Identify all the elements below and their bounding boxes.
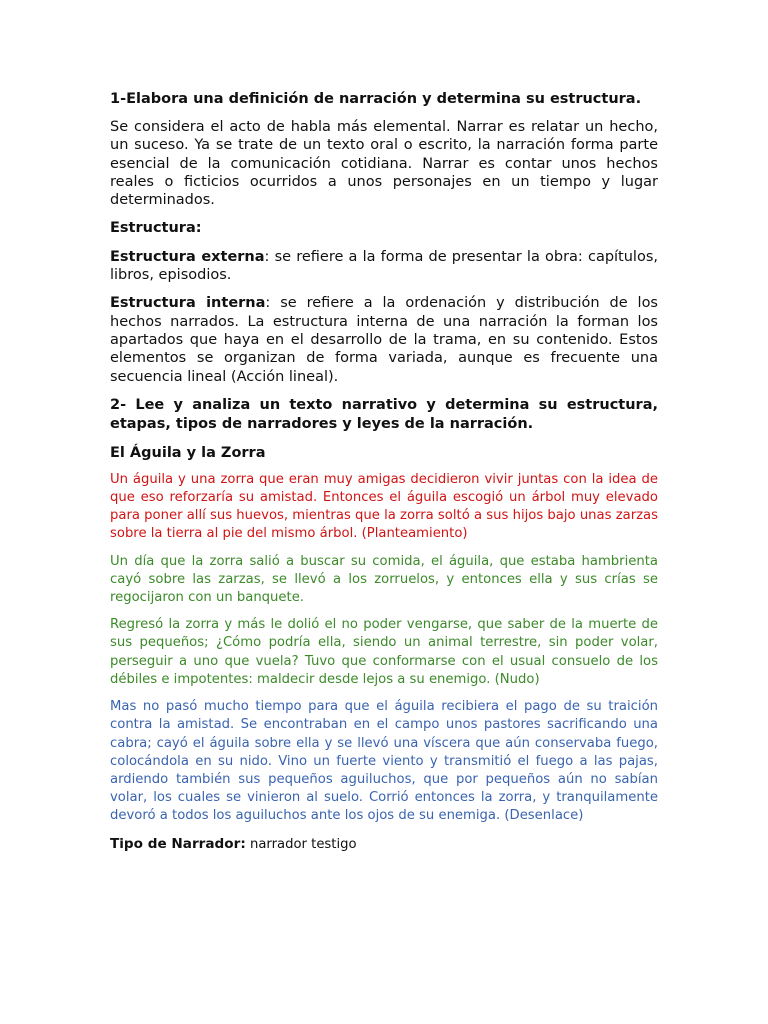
- story-title: El Águila y la Zorra: [110, 444, 266, 461]
- estructura-interna-paragraph: [110, 294, 658, 385]
- story-nudo-part-2: Regresó la zorra y más le dolió el no poder vengarse, que saber de la muerte de sus pequeños; ¿Cómo podría ella, siendo un animal terrestre, sin poder volar, perseguir a uno que vuela? Tuvo que conformarse con el usual consuelo de los débiles e impotentes: maldecir desde lejos a su enemigo. (Nudo): [110, 617, 658, 687]
- story-nudo-part-1: Un día que la zorra salió a buscar su comida, el águila, que estaba hambrienta cayó sobre las zarzas, se llevó a los zorruelos, y entonces ella y sus crías se regocijaron con un banquete.: [110, 553, 658, 606]
- estructura-interna-text: : se refiere a la ordenación y distribución de los hechos narrados. La estructura interna de una narración la forman los apartados que haya en el desarrollo de la trama, en su contenido. Estos elementos se organizan de forma variada, aunque es frecuente una secuencia lineal (Acción lineal).: [110, 295, 658, 385]
- estructura-interna-label: Estructura interna: [110, 295, 266, 312]
- estructura-externa-paragraph: [110, 248, 658, 285]
- question-1: 1-Elabora una definición de narración y determina su estructura.: [110, 91, 642, 107]
- story-planteamiento: Un águila y una zorra que eran muy amigas decidieron vivir juntas con la idea de que eso reforzaría su amistad. Entonces el águila escogió un árbol muy elevado para poner allí sus huevos, mientras que la zorra soltó a sus hijos bajo unas zarzas sobre la tierra al pie del mismo árbol. (Planteamiento): [110, 471, 658, 542]
- tipo-narrador-label: Tipo de Narrador:: [110, 835, 246, 852]
- estructura-externa-text: : se refiere a la forma de presentar la obra: capítulos, libros, episodios.: [110, 248, 658, 284]
- tipo-narrador: [110, 835, 658, 854]
- estructura-heading: Estructura:: [110, 220, 202, 237]
- tipo-narrador-value: narrador testigo: [245, 836, 357, 852]
- definition-paragraph: Se considera el acto de habla más elemental. Narrar es relatar un hecho, un suceso. Ya se trate de un texto oral o escrito, la narración forma parte esencial de la comunicación cotidiana. Narrar es contar unos hechos reales o ficticios ocurridos a unos personajes en un tiempo y lugar determinados.: [110, 119, 658, 209]
- estructura-externa-label: Estructura externa: [110, 248, 265, 265]
- question-2: 2- Lee y analiza un texto narrativo y determina su estructura, etapas, tipos de narradores y leyes de la narración.: [110, 396, 658, 432]
- story-desenlace: Mas no pasó mucho tiempo para que el águila recibiera el pago de su traición contra la amistad. Se encontraban en el campo unos pastores sacrificando una cabra; cayó el águila sobre ella y se llevó una víscera que aún conservaba fuego, colocándola en su nido. Vino un fuerte viento y transmitió el fuego a las pajas, ardiendo también sus pequeños aguiluchos, que por pequeños aún no sabían volar, los cuales se vinieron al suelo. Corrió entonces la zorra, y tranquilamente devoró a todos los aguiluchos ante los ojos de su enemiga. (Desenlace): [110, 699, 658, 824]
